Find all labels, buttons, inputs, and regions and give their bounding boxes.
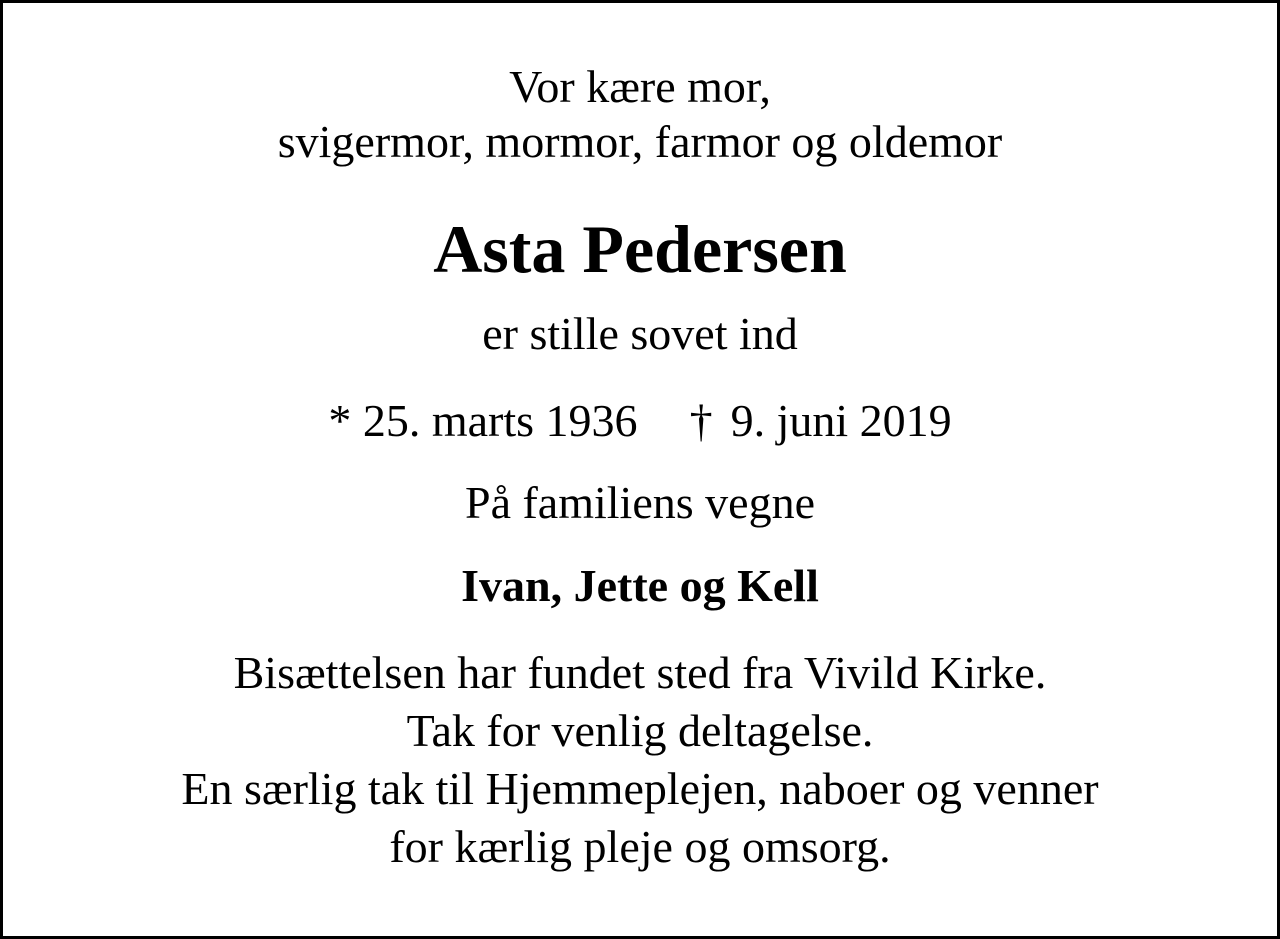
deceased-name: Asta Pedersen xyxy=(433,211,847,287)
death-symbol: † xyxy=(689,395,713,446)
life-dates xyxy=(3,393,1277,449)
signers-names: Ivan, Jette og Kell xyxy=(461,560,819,611)
intro-line: svigermor, mormor, farmor og oldemor xyxy=(277,116,1003,167)
birth-symbol: * xyxy=(328,395,352,446)
birth-date: 25. marts 1936 xyxy=(362,395,638,446)
closing-text xyxy=(3,644,1277,876)
closing-line: Tak for venlig deltagelse. xyxy=(406,705,874,756)
death-date: 9. juni 2019 xyxy=(730,395,952,446)
passing-text: er stille sovet ind xyxy=(482,308,798,359)
intro-text xyxy=(3,59,1277,169)
closing-line: for kærlig pleje og omsorg. xyxy=(389,821,891,872)
family-behalf-text: På familiens vegne xyxy=(464,477,815,528)
closing-line: Bisættelsen har fundet sted fra Vivild Kirke. xyxy=(233,647,1047,698)
intro-line: Vor kære mor, xyxy=(509,61,771,112)
closing-line: En særlig tak til Hjemmeplejen, naboer og venner xyxy=(181,763,1099,814)
